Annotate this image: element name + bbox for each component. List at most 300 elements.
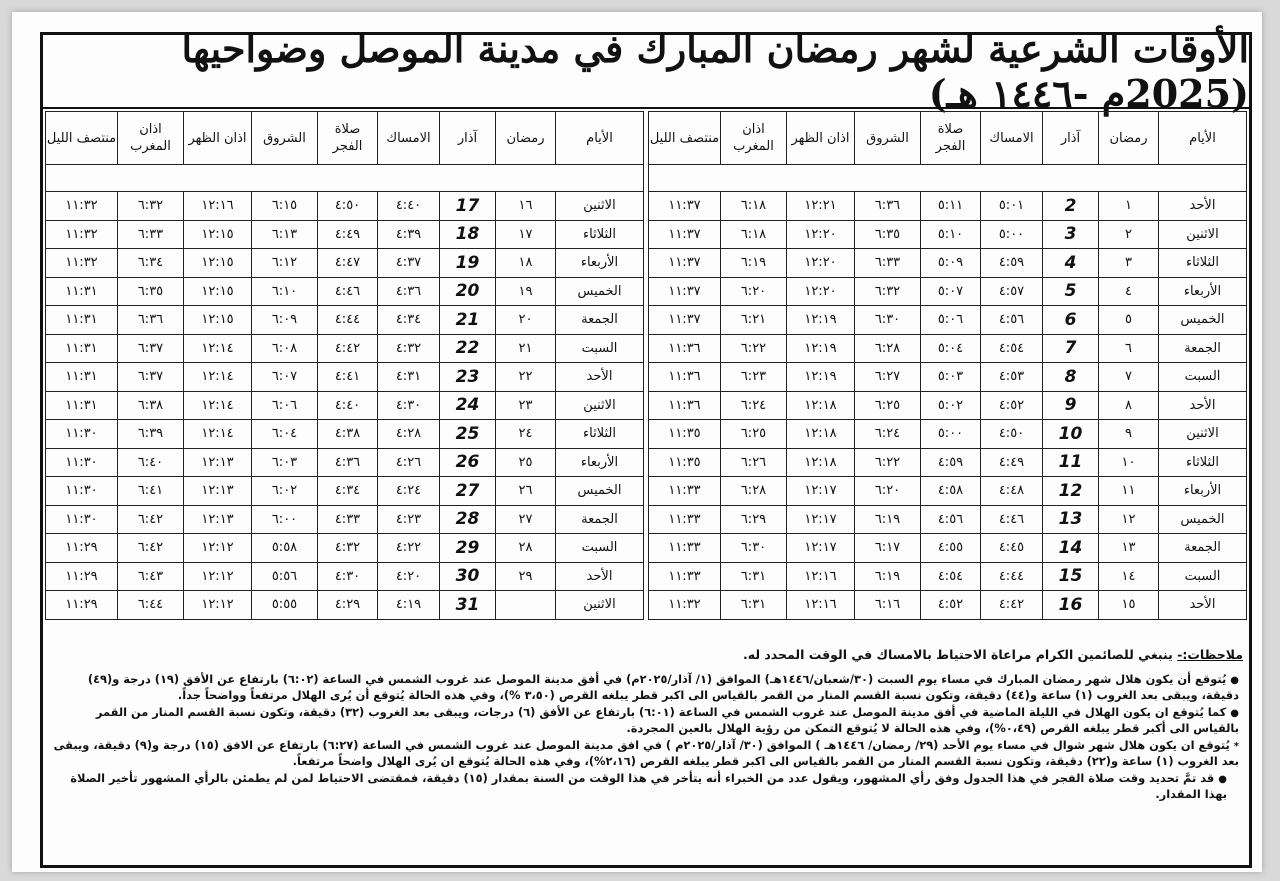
shuruq-cell: ٦:٢٢ [855, 448, 921, 477]
notes-header [49, 647, 1243, 662]
dhuhr-cell: ١٢:٢٠ [787, 249, 855, 278]
day-cell: الأحد [1159, 391, 1247, 420]
shuruq-cell: ٦:١٩ [855, 505, 921, 534]
imsak-cell: ٤:٢٨ [378, 420, 440, 449]
maghrib-cell: ٦:٣٦ [118, 306, 184, 335]
column-header: صلاة الفجر [318, 112, 378, 165]
ramadan-cell: ٧ [1099, 363, 1159, 392]
maghrib-cell: ٦:٤٤ [118, 591, 184, 620]
shuruq-cell: ٦:٠٢ [252, 477, 318, 506]
fajr-cell: ٥:٠٠ [921, 420, 981, 449]
adhar-cell: 5 [1043, 277, 1099, 306]
table-row [46, 391, 644, 420]
imsak-cell: ٤:٢٤ [378, 477, 440, 506]
spacer-cell [46, 165, 644, 192]
imsak-cell: ٥:٠٠ [981, 220, 1043, 249]
shuruq-cell: ٦:٣٥ [855, 220, 921, 249]
adhar-cell: 4 [1043, 249, 1099, 278]
midnight-cell: ١١:٣١ [46, 391, 118, 420]
midnight-cell: ١١:٣٢ [46, 220, 118, 249]
day-cell: الخميس [1159, 306, 1247, 335]
shuruq-cell: ٦:١٩ [855, 562, 921, 591]
adhar-cell: 2 [1043, 192, 1099, 221]
dhuhr-cell: ١٢:٢١ [787, 192, 855, 221]
adhar-cell: 21 [440, 306, 496, 335]
adhar-cell: 15 [1043, 562, 1099, 591]
adhar-cell: 3 [1043, 220, 1099, 249]
maghrib-cell: ٦:٢١ [721, 306, 787, 335]
shuruq-cell: ٦:٠٨ [252, 334, 318, 363]
fajr-cell: ٥:١١ [921, 192, 981, 221]
adhar-cell: 8 [1043, 363, 1099, 392]
maghrib-cell: ٦:٣٧ [118, 363, 184, 392]
day-cell: الأربعاء [1159, 277, 1247, 306]
midnight-cell: ١١:٣٢ [46, 192, 118, 221]
maghrib-cell: ٦:١٩ [721, 249, 787, 278]
adhar-cell: 10 [1043, 420, 1099, 449]
dhuhr-cell: ١٢:١٥ [184, 277, 252, 306]
maghrib-cell: ٦:٤٠ [118, 448, 184, 477]
day-cell: الأربعاء [556, 249, 644, 278]
ramadan-cell: ٢٣ [496, 391, 556, 420]
adhar-cell: 9 [1043, 391, 1099, 420]
table-row [649, 448, 1247, 477]
bullet-icon: ● [1230, 675, 1239, 686]
column-header: صلاة الفجر [921, 112, 981, 165]
dhuhr-cell: ١٢:١٣ [184, 505, 252, 534]
dhuhr-cell: ١٢:١٩ [787, 363, 855, 392]
midnight-cell: ١١:٣٧ [649, 192, 721, 221]
midnight-cell: ١١:٣٢ [649, 591, 721, 620]
shuruq-cell: ٦:٢٧ [855, 363, 921, 392]
column-header: الامساك [981, 112, 1043, 165]
day-cell: الثلاثاء [1159, 249, 1247, 278]
imsak-cell: ٤:٥٩ [981, 249, 1043, 278]
day-cell: الاثنين [556, 591, 644, 620]
shuruq-cell: ٦:٠٦ [252, 391, 318, 420]
note-text: يُتوقع ان يكون هلال شهر شوال في مساء يوم الأحد (٢٩/ رمضان/ ١٤٤٦هـ ) الموافق (٣٠/ آذار/٢٠٢٥م ) في افق مدينة الموصل عند غروب الشمس في الساعة (٦:٢٧) بارتفاع عن الافق (١٥) درجة و(٩) دقيقة، ويبقى بعد الغروب (١) ساعة و(٢٢) دقيقة، وتكون نسبة القسم المنار من القمر بالقياس الى اكبر قطر يبلغه القرص (٢،١٦%)، وفي هذه الحالة يُتوقع ان يُرى الهلال واضحاً مرتفعاً. [53, 738, 1239, 768]
table-row [649, 363, 1247, 392]
ramadan-cell: ١٠ [1099, 448, 1159, 477]
maghrib-cell: ٦:٣٠ [721, 534, 787, 563]
adhar-cell: 25 [440, 420, 496, 449]
dhuhr-cell: ١٢:١٢ [184, 534, 252, 563]
imsak-cell: ٤:٣٤ [378, 306, 440, 335]
ramadan-cell: ٢٥ [496, 448, 556, 477]
table-row [649, 391, 1247, 420]
imsak-cell: ٤:٣٦ [378, 277, 440, 306]
fajr-cell: ٥:٠٩ [921, 249, 981, 278]
ramadan-cell: ١ [1099, 192, 1159, 221]
table-row [46, 534, 644, 563]
ramadan-cell: ٢٦ [496, 477, 556, 506]
shuruq-cell: ٦:٣٣ [855, 249, 921, 278]
ramadan-cell [496, 591, 556, 620]
document-page [12, 12, 1262, 872]
table-row [649, 591, 1247, 620]
maghrib-cell: ٦:٣٧ [118, 334, 184, 363]
ramadan-cell: ١١ [1099, 477, 1159, 506]
midnight-cell: ١١:٣١ [46, 277, 118, 306]
ramadan-cell: ٤ [1099, 277, 1159, 306]
imsak-cell: ٤:٤٨ [981, 477, 1043, 506]
maghrib-cell: ٦:٣١ [721, 591, 787, 620]
adhar-cell: 12 [1043, 477, 1099, 506]
imsak-cell: ٤:٥٤ [981, 334, 1043, 363]
imsak-cell: ٤:٤٢ [981, 591, 1043, 620]
imsak-cell: ٤:٣١ [378, 363, 440, 392]
shuruq-cell: ٥:٥٦ [252, 562, 318, 591]
day-cell: الثلاثاء [1159, 448, 1247, 477]
column-header: منتصف الليل [649, 112, 721, 165]
ramadan-cell: ٢٩ [496, 562, 556, 591]
day-cell: الأربعاء [1159, 477, 1247, 506]
shuruq-cell: ٦:١٧ [855, 534, 921, 563]
imsak-cell: ٤:٥٢ [981, 391, 1043, 420]
midnight-cell: ١١:٣٣ [649, 534, 721, 563]
maghrib-cell: ٦:١٨ [721, 220, 787, 249]
ramadan-cell: ٢ [1099, 220, 1159, 249]
table-row [649, 306, 1247, 335]
bullet-icon: ● [1218, 774, 1227, 785]
fajr-cell: ٥:٠٢ [921, 391, 981, 420]
maghrib-cell: ٦:٢٣ [721, 363, 787, 392]
ramadan-cell: ١٨ [496, 249, 556, 278]
note-text: قد تمَّ تحديد وقت صلاة الفجر في هذا الجدول وفق رأي المشهور، ويقول عدد من الخبراء أنه يتأخر في هذا الوقت من السنة بمقدار (١٥) دقيقة، فمقتضى الاحتياط لمن لم يطمئن بالرأي المشهور تأخير الصلاة بهذا المقدار. [70, 771, 1227, 801]
midnight-cell: ١١:٣٦ [649, 391, 721, 420]
day-cell: الاثنين [556, 391, 644, 420]
shuruq-cell: ٦:٠٧ [252, 363, 318, 392]
spacer-cell [649, 165, 1247, 192]
midnight-cell: ١١:٣١ [46, 363, 118, 392]
fajr-cell: ٤:٤١ [318, 363, 378, 392]
imsak-cell: ٤:٣٩ [378, 220, 440, 249]
shuruq-cell: ٦:٠٩ [252, 306, 318, 335]
table-row [649, 192, 1247, 221]
shuruq-cell: ٦:٠٠ [252, 505, 318, 534]
table-row [46, 220, 644, 249]
fajr-cell: ٤:٥٥ [921, 534, 981, 563]
table-row [46, 448, 644, 477]
dhuhr-cell: ١٢:١٣ [184, 448, 252, 477]
imsak-cell: ٤:٤٠ [378, 192, 440, 221]
shuruq-cell: ٦:١٠ [252, 277, 318, 306]
imsak-cell: ٤:٥٠ [981, 420, 1043, 449]
day-cell: الأحد [556, 562, 644, 591]
imsak-cell: ٤:١٩ [378, 591, 440, 620]
table-row [46, 505, 644, 534]
imsak-cell: ٤:٥٧ [981, 277, 1043, 306]
column-header: آذار [440, 112, 496, 165]
dhuhr-cell: ١٢:١٤ [184, 391, 252, 420]
dhuhr-cell: ١٢:١٤ [184, 334, 252, 363]
column-header: اذان الظهر [787, 112, 855, 165]
adhar-cell: 6 [1043, 306, 1099, 335]
adhar-cell: 19 [440, 249, 496, 278]
header-row [649, 112, 1247, 165]
midnight-cell: ١١:٣٠ [46, 448, 118, 477]
fajr-cell: ٥:٠٤ [921, 334, 981, 363]
table-row [649, 420, 1247, 449]
midnight-cell: ١١:٢٩ [46, 562, 118, 591]
maghrib-cell: ٦:٢٢ [721, 334, 787, 363]
adhar-cell: 18 [440, 220, 496, 249]
adhar-cell: 29 [440, 534, 496, 563]
day-cell: الاثنين [1159, 220, 1247, 249]
day-cell: الأحد [1159, 591, 1247, 620]
day-cell: الجمعة [1159, 334, 1247, 363]
dhuhr-cell: ١٢:١٦ [184, 192, 252, 221]
maghrib-cell: ٦:٣٣ [118, 220, 184, 249]
fajr-cell: ٤:٥٨ [921, 477, 981, 506]
imsak-cell: ٥:٠١ [981, 192, 1043, 221]
ramadan-cell: ٢٨ [496, 534, 556, 563]
spacer-row [649, 165, 1247, 192]
dhuhr-cell: ١٢:٢٠ [787, 277, 855, 306]
adhar-cell: 27 [440, 477, 496, 506]
table-row [649, 220, 1247, 249]
table-row [649, 505, 1247, 534]
notes-section [49, 647, 1243, 804]
fajr-cell: ٤:٥٤ [921, 562, 981, 591]
midnight-cell: ١١:٢٩ [46, 534, 118, 563]
day-cell: السبت [1159, 562, 1247, 591]
day-cell: الاثنين [1159, 420, 1247, 449]
ramadan-cell: ٥ [1099, 306, 1159, 335]
midnight-cell: ١١:٣١ [46, 334, 118, 363]
day-cell: الخميس [556, 277, 644, 306]
midnight-cell: ١١:٣٦ [649, 363, 721, 392]
maghrib-cell: ٦:٢٤ [721, 391, 787, 420]
dhuhr-cell: ١٢:١٥ [184, 220, 252, 249]
fajr-cell: ٤:٣٣ [318, 505, 378, 534]
ramadan-cell: ٢٠ [496, 306, 556, 335]
shuruq-cell: ٥:٥٨ [252, 534, 318, 563]
dhuhr-cell: ١٢:١٦ [787, 562, 855, 591]
imsak-cell: ٤:٣٢ [378, 334, 440, 363]
column-header: اذان الظهر [184, 112, 252, 165]
dhuhr-cell: ١٢:١٣ [184, 477, 252, 506]
ramadan-cell: ٨ [1099, 391, 1159, 420]
day-cell: الثلاثاء [556, 420, 644, 449]
ramadan-cell: ٢٢ [496, 363, 556, 392]
ramadan-cell: ١٩ [496, 277, 556, 306]
column-header: اذان المغرب [721, 112, 787, 165]
adhar-cell: 23 [440, 363, 496, 392]
dhuhr-cell: ١٢:١٧ [787, 505, 855, 534]
table-row [46, 477, 644, 506]
ramadan-cell: ٣ [1099, 249, 1159, 278]
adhar-cell: 11 [1043, 448, 1099, 477]
schedule-table-left [45, 111, 644, 620]
schedule-frame [40, 26, 1252, 868]
maghrib-cell: ٦:٢٩ [721, 505, 787, 534]
dhuhr-cell: ١٢:١٨ [787, 420, 855, 449]
adhar-cell: 17 [440, 192, 496, 221]
maghrib-cell: ٦:٣٤ [118, 249, 184, 278]
fajr-cell: ٥:٠٦ [921, 306, 981, 335]
midnight-cell: ١١:٢٩ [46, 591, 118, 620]
imsak-cell: ٤:٤٦ [981, 505, 1043, 534]
midnight-cell: ١١:٣٧ [649, 249, 721, 278]
fajr-cell: ٤:٤٧ [318, 249, 378, 278]
day-cell: الثلاثاء [556, 220, 644, 249]
note-text: كما يُتوقع ان يكون الهلال في الليلة الماضية في أفق مدينة الموصل عند غروب الشمس في الساعة (٦:٠١) بارتفاع عن الأفق (٦) درجات، ويبقى بعد الغروب (٣٢) دقيقة، وتكون نسبة القسم المنار من القمر بالقياس الى أكبر قطر يبلغه القرص (٠،٤٩%)، وفي هذه الحالة لا يُتوقع التمكن من رؤية الهلال بالعين المجردة. [95, 705, 1239, 735]
column-header: رمضان [496, 112, 556, 165]
fajr-cell: ٤:٥٢ [921, 591, 981, 620]
maghrib-cell: ٦:٤٢ [118, 505, 184, 534]
day-cell: الخميس [556, 477, 644, 506]
column-header: الشروق [252, 112, 318, 165]
ramadan-cell: ٦ [1099, 334, 1159, 363]
fajr-cell: ٤:٢٩ [318, 591, 378, 620]
table-row [649, 477, 1247, 506]
day-cell: الاثنين [556, 192, 644, 221]
shuruq-cell: ٦:٢٤ [855, 420, 921, 449]
ramadan-cell: ١٦ [496, 192, 556, 221]
shuruq-cell: ٦:٣٠ [855, 306, 921, 335]
asterisk-icon: * [1233, 741, 1239, 752]
midnight-cell: ١١:٣٣ [649, 477, 721, 506]
ramadan-cell: ١٢ [1099, 505, 1159, 534]
adhar-cell: 30 [440, 562, 496, 591]
fajr-cell: ٤:٣٨ [318, 420, 378, 449]
midnight-cell: ١١:٣٠ [46, 477, 118, 506]
table-row [46, 306, 644, 335]
maghrib-cell: ٦:٤٣ [118, 562, 184, 591]
fajr-cell: ٥:٠٣ [921, 363, 981, 392]
maghrib-cell: ٦:٣٢ [118, 192, 184, 221]
column-header: رمضان [1099, 112, 1159, 165]
shuruq-cell: ٦:٣٢ [855, 277, 921, 306]
maghrib-cell: ٦:٢٨ [721, 477, 787, 506]
midnight-cell: ١١:٣٦ [649, 334, 721, 363]
header-row [46, 112, 644, 165]
fajr-cell: ٤:٤٤ [318, 306, 378, 335]
adhar-cell: 13 [1043, 505, 1099, 534]
maghrib-cell: ٦:٤١ [118, 477, 184, 506]
dhuhr-cell: ١٢:١٧ [787, 477, 855, 506]
maghrib-cell: ٦:٣٥ [118, 277, 184, 306]
fajr-cell: ٤:٤٢ [318, 334, 378, 363]
imsak-cell: ٤:٤٩ [981, 448, 1043, 477]
dhuhr-cell: ١٢:١٥ [184, 249, 252, 278]
column-header: الامساك [378, 112, 440, 165]
midnight-cell: ١١:٣٧ [649, 277, 721, 306]
adhar-cell: 7 [1043, 334, 1099, 363]
table-row [46, 277, 644, 306]
day-cell: الجمعة [556, 306, 644, 335]
fajr-cell: ٥:١٠ [921, 220, 981, 249]
table-row [46, 420, 644, 449]
shuruq-cell: ٥:٥٥ [252, 591, 318, 620]
table-row [46, 363, 644, 392]
bullet-icon: ● [1230, 708, 1239, 719]
midnight-cell: ١١:٣١ [46, 306, 118, 335]
midnight-cell: ١١:٣٠ [46, 505, 118, 534]
shuruq-cell: ٦:١٢ [252, 249, 318, 278]
ramadan-cell: ٩ [1099, 420, 1159, 449]
note-item [49, 672, 1243, 703]
midnight-cell: ١١:٣٣ [649, 505, 721, 534]
imsak-cell: ٤:٣٠ [378, 391, 440, 420]
column-header: منتصف الليل [46, 112, 118, 165]
midnight-cell: ١١:٣٥ [649, 448, 721, 477]
note-item [49, 738, 1243, 769]
maghrib-cell: ٦:٣١ [721, 562, 787, 591]
notes-intro: ينبغي للصائمين الكرام مراعاة الاحتياط بالامساك في الوقت المحدد له. [743, 647, 1173, 662]
adhar-cell: 14 [1043, 534, 1099, 563]
day-cell: السبت [556, 334, 644, 363]
dhuhr-cell: ١٢:١٢ [184, 591, 252, 620]
column-header: اذان المغرب [118, 112, 184, 165]
shuruq-cell: ٦:٣٦ [855, 192, 921, 221]
table-row [46, 562, 644, 591]
day-cell: الأحد [1159, 192, 1247, 221]
column-header: الشروق [855, 112, 921, 165]
dhuhr-cell: ١٢:١٦ [787, 591, 855, 620]
table-row [46, 334, 644, 363]
dhuhr-cell: ١٢:١٥ [184, 306, 252, 335]
adhar-cell: 28 [440, 505, 496, 534]
maghrib-cell: ٦:٣٨ [118, 391, 184, 420]
adhar-cell: 16 [1043, 591, 1099, 620]
table-row [649, 277, 1247, 306]
schedule-table-right [648, 111, 1247, 620]
day-cell: الأحد [556, 363, 644, 392]
fajr-cell: ٤:٥٦ [921, 505, 981, 534]
spacer-row [46, 165, 644, 192]
adhar-cell: 22 [440, 334, 496, 363]
dhuhr-cell: ١٢:١٤ [184, 363, 252, 392]
fajr-cell: ٤:٣٢ [318, 534, 378, 563]
fajr-cell: ٤:٥٠ [318, 192, 378, 221]
adhar-cell: 24 [440, 391, 496, 420]
dhuhr-cell: ١٢:١٩ [787, 334, 855, 363]
table-row [46, 591, 644, 620]
dhuhr-cell: ١٢:٢٠ [787, 220, 855, 249]
dhuhr-cell: ١٢:١٤ [184, 420, 252, 449]
table-row [46, 249, 644, 278]
midnight-cell: ١١:٣٧ [649, 306, 721, 335]
note-item [49, 771, 1243, 802]
shuruq-cell: ٦:٠٣ [252, 448, 318, 477]
imsak-cell: ٤:٢٠ [378, 562, 440, 591]
ramadan-cell: ١٤ [1099, 562, 1159, 591]
day-cell: الأربعاء [556, 448, 644, 477]
day-cell: الجمعة [556, 505, 644, 534]
shuruq-cell: ٦:٢٥ [855, 391, 921, 420]
maghrib-cell: ٦:٢٥ [721, 420, 787, 449]
ramadan-cell: ٢١ [496, 334, 556, 363]
imsak-cell: ٤:٤٥ [981, 534, 1043, 563]
table-row [649, 249, 1247, 278]
page-title: الأوقات الشرعية لشهر رمضان المبارك في مدينة الموصل وضواحيها (2025م -١٤٤٦ هـ) [43, 35, 1249, 109]
day-cell: السبت [1159, 363, 1247, 392]
fajr-cell: ٤:٥٩ [921, 448, 981, 477]
shuruq-cell: ٦:٢٠ [855, 477, 921, 506]
maghrib-cell: ٦:٤٢ [118, 534, 184, 563]
day-cell: السبت [556, 534, 644, 563]
midnight-cell: ١١:٣٢ [46, 249, 118, 278]
maghrib-cell: ٦:٢٠ [721, 277, 787, 306]
imsak-cell: ٤:٥٣ [981, 363, 1043, 392]
imsak-cell: ٤:٣٧ [378, 249, 440, 278]
imsak-cell: ٤:٤٤ [981, 562, 1043, 591]
fajr-cell: ٤:٣٦ [318, 448, 378, 477]
shuruq-cell: ٦:٠٤ [252, 420, 318, 449]
dhuhr-cell: ١٢:١٩ [787, 306, 855, 335]
